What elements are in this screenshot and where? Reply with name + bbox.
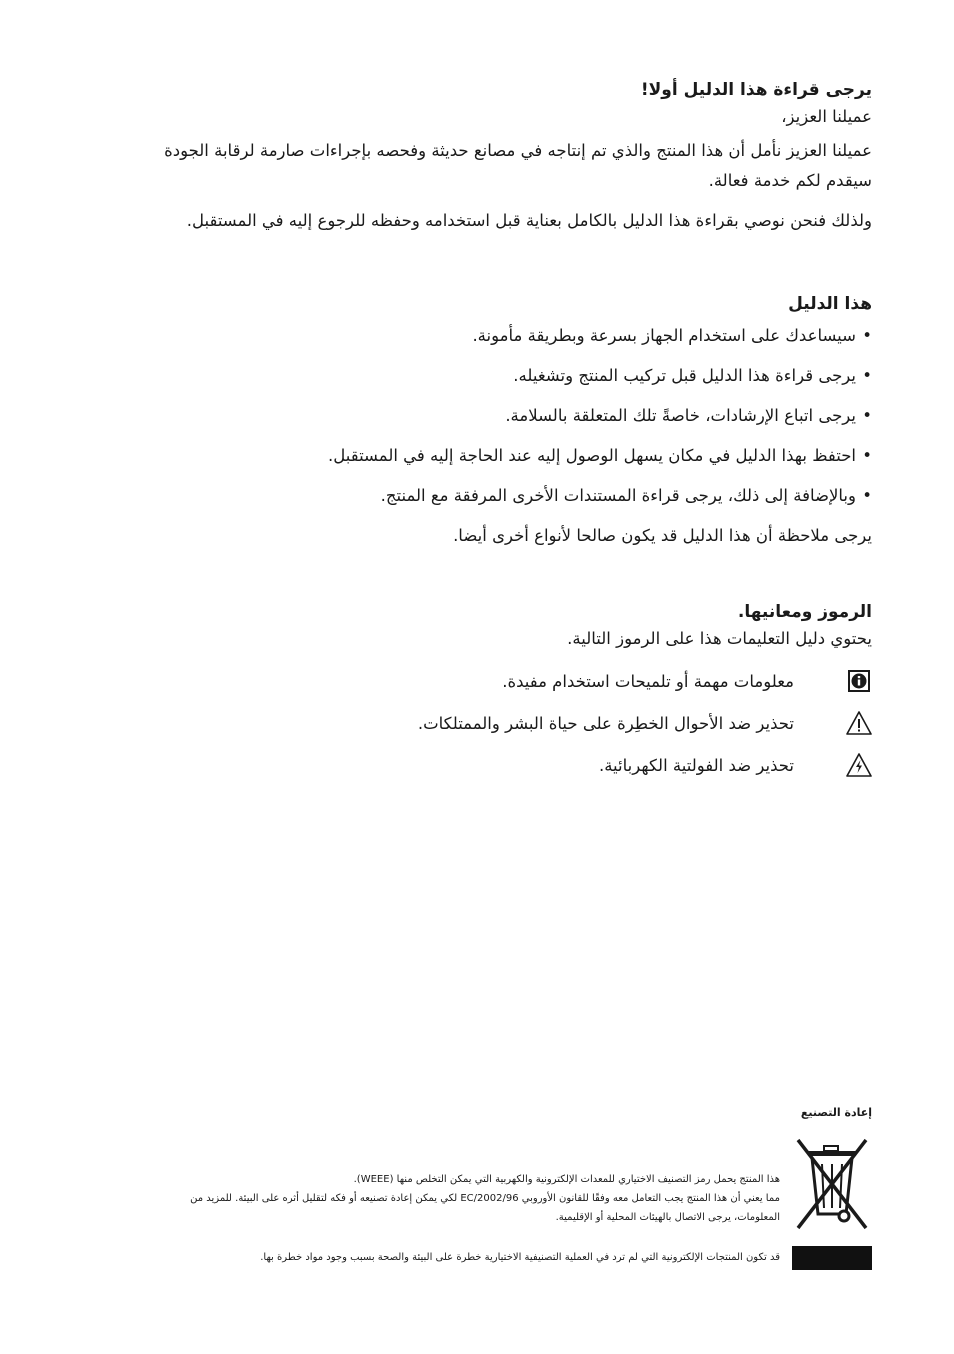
symbols-section [80, 600, 872, 786]
hazard-text: قد تكون المنتجات الإلكترونية التي لم ترد في العملية التصنيفية الاختيارية خطرة على البيئة والصحة بسبب وجود مواد خطرة بها. [260, 1252, 780, 1263]
black-bar [792, 1246, 872, 1270]
list-item: • وبالإضافة إلى ذلك، يرجى قراءة المستندات الأخرى المرفقة مع المنتج. [80, 476, 872, 516]
symbol-electric-text: تحذير ضد الفولتية الكهربائية. [598, 755, 794, 775]
greeting: عميلنا العزيز، [781, 107, 872, 126]
recycling-title: إعادة التصنيع [800, 1106, 872, 1119]
list-item: • يرجى قراءة هذا الدليل قبل تركيب المنتج وتشغيله. [80, 356, 872, 396]
recycling-line-3: المعلومات، يرجى الاتصال بالهيئات المحلية أو الإقليمية. [555, 1212, 780, 1223]
intro-paragraph-line1: عميلنا العزيز نأمل أن هذا المنتج والذي تم إنتاجه في مصانع حديثة وفحصه بإجراءات صارمة لرقابة الجودة [164, 141, 872, 160]
symbol-row-electric [80, 744, 872, 786]
manual-page [80, 0, 872, 1354]
intro-paragraph-2: ولذلك فنحن نوصي بقراءة هذا الدليل بالكامل بعناية قبل استخدامه وحفظه للرجوع إليه في المستقبل. [186, 211, 872, 230]
recycling-text [10, 1170, 780, 1227]
manual-heading: هذا الدليل [788, 294, 872, 314]
manual-bullet-list [80, 316, 872, 516]
symbol-info-text: معلومات مهمة أو تلميحات استخدام مفيدة. [502, 671, 794, 691]
symbols-intro: يحتوي دليل التعليمات هذا على الرموز التالية. [567, 629, 872, 648]
list-item: • يرجى اتباع الإرشادات، خاصةً تلك المتعلقة بالسلامة. [80, 396, 872, 436]
symbol-row-warning [80, 702, 872, 744]
intro-section [80, 78, 872, 236]
electric-shock-icon [846, 752, 872, 778]
crossed-bin-icon [792, 1130, 872, 1238]
intro-paragraph-line2: سيقدم لكم خدمة فعالة. [708, 171, 872, 190]
intro-heading: يرجى قراءة هذا الدليل أولا! [640, 80, 872, 100]
symbol-row-info [80, 660, 872, 702]
warning-triangle-icon [846, 710, 872, 736]
list-item: • سيساعدك على استخدام الجهاز بسرعة وبطريقة مأمونة. [80, 316, 872, 356]
info-icon [846, 668, 872, 694]
recycling-line-1: هذا المنتج يحمل رمز التصنيف الاختياري للمعدات الإلكترونية والكهربية التي يمكن التخلص منها (WEEE). [353, 1174, 780, 1185]
list-item: • احتفظ بهذا الدليل في مكان يسهل الوصول إليه عند الحاجة إليه في المستقبل. [80, 436, 872, 476]
recycling-line-2: مما يعني أن هذا المنتج يجب التعامل معه وفقًا للقانون الأوروبي EC/2002/96 لكي يمكن إعادة تصنيعه أو فكه لتقليل أثره على البيئة. للمزيد من [190, 1193, 780, 1204]
symbols-heading: الرموز ومعانيها. [737, 602, 872, 622]
manual-note: يرجى ملاحظة أن هذا الدليل قد يكون صالحا لأنواع أخرى أيضا. [453, 526, 872, 545]
manual-section [80, 292, 872, 556]
symbol-warning-text: تحذير ضد الأحوال الخطِرة على حياة البشر والممتلكات. [417, 713, 794, 733]
